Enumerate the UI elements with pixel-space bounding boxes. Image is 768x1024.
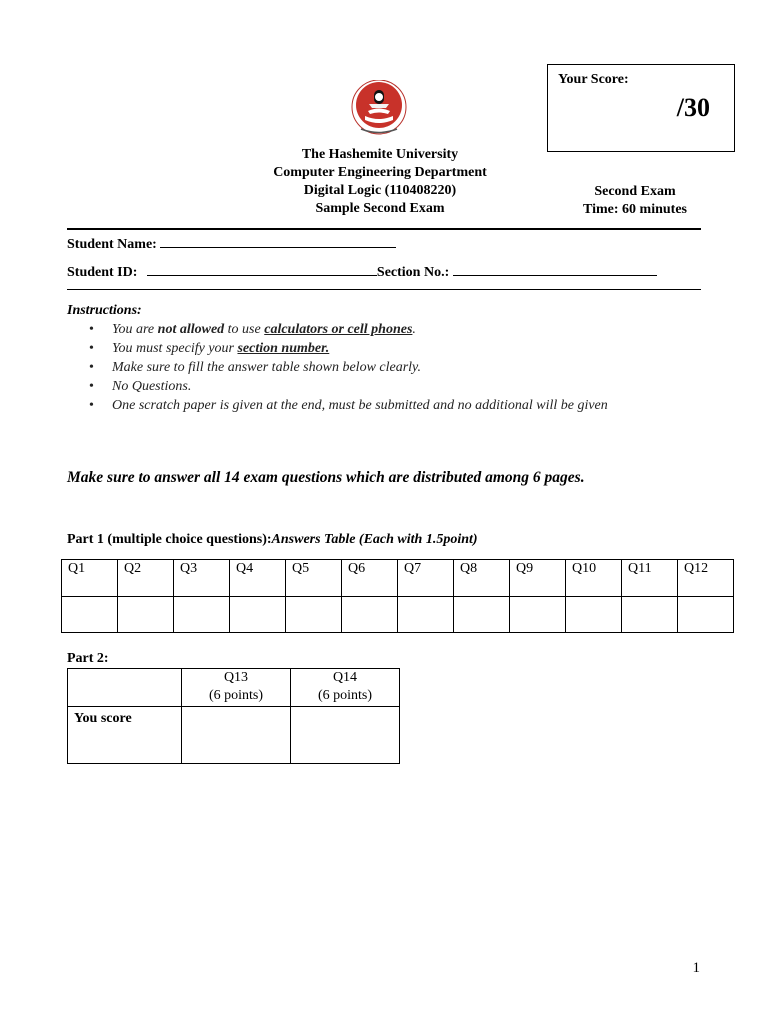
answer-cell[interactable]	[678, 597, 734, 633]
question-header: Q8	[454, 560, 510, 597]
student-name-field[interactable]	[160, 235, 396, 248]
part1-title: Part 1 (multiple choice questions):Answers Table (Each with 1.5point)	[67, 532, 478, 547]
section-field[interactable]	[453, 263, 657, 276]
answer-cell[interactable]	[510, 597, 566, 633]
list-item: • You must specify your section number.	[89, 341, 330, 356]
you-score-label: You score	[68, 707, 182, 764]
q14-score-cell[interactable]	[291, 707, 400, 764]
question-header: Q1	[62, 560, 118, 597]
exam-title: Sample Second Exam	[315, 201, 445, 216]
university-name: The Hashemite University	[301, 147, 459, 162]
exam-info	[560, 183, 710, 219]
university-logo	[348, 80, 410, 138]
question-header: Q7	[398, 560, 454, 597]
list-item: • One scratch paper is given at the end, must be submitted and no additional will be given	[89, 398, 608, 413]
answers-table	[61, 559, 734, 633]
table-row	[62, 560, 734, 597]
student-name-row	[67, 235, 396, 253]
table-row	[62, 597, 734, 633]
divider	[67, 228, 701, 230]
department-name: Computer Engineering Department	[273, 165, 487, 180]
student-name-label: Student Name:	[67, 237, 157, 252]
table-row	[68, 707, 400, 764]
exam-name: Second Exam	[594, 184, 676, 199]
list-item: • Make sure to fill the answer table shown below clearly.	[89, 360, 421, 375]
page-number: 1	[692, 960, 700, 976]
answer-cell[interactable]	[62, 597, 118, 633]
exam-reminder: Make sure to answer all 14 exam questions which are distributed among 6 pages.	[67, 469, 585, 486]
question-header: Q9	[510, 560, 566, 597]
exam-time: Time: 60 minutes	[583, 202, 687, 217]
q13-score-cell[interactable]	[182, 707, 291, 764]
course-name: Digital Logic (110408220)	[303, 183, 457, 198]
student-id-row	[67, 263, 657, 281]
bullet-icon: •	[89, 360, 94, 375]
section-label: Section No.:	[376, 265, 450, 280]
empty-header-cell	[68, 669, 182, 707]
instructions-title: Instructions:	[67, 303, 142, 318]
table-row	[68, 669, 400, 707]
divider	[67, 289, 701, 290]
question-header: Q10	[566, 560, 622, 597]
answer-cell[interactable]	[174, 597, 230, 633]
student-id-label: Student ID:	[67, 265, 138, 280]
score-max: /30	[676, 93, 710, 122]
instructions	[67, 303, 608, 415]
answer-cell[interactable]	[622, 597, 678, 633]
question-header: Q6	[342, 560, 398, 597]
part2-title: Part 2:	[67, 651, 109, 666]
instructions-list	[67, 320, 608, 415]
question-header: Q12	[678, 560, 734, 597]
bullet-icon: •	[89, 398, 94, 413]
bullet-icon: •	[89, 322, 94, 337]
list-item: • You are not allowed to use calculators or cell phones.	[89, 322, 416, 337]
answer-cell[interactable]	[286, 597, 342, 633]
question-header: Q3	[174, 560, 230, 597]
exam-header	[230, 146, 530, 218]
student-id-field[interactable]	[147, 263, 377, 276]
question-header: Q5	[286, 560, 342, 597]
answer-cell[interactable]	[398, 597, 454, 633]
question-header: Q11	[622, 560, 678, 597]
question-header: Q4	[230, 560, 286, 597]
answer-cell[interactable]	[118, 597, 174, 633]
bullet-icon: •	[89, 379, 94, 394]
bullet-icon: •	[89, 341, 94, 356]
answer-cell[interactable]	[566, 597, 622, 633]
list-item: • No Questions.	[89, 379, 192, 394]
question-header: Q2	[118, 560, 174, 597]
q13-header: Q13 (6 points)	[182, 669, 291, 707]
answer-cell[interactable]	[342, 597, 398, 633]
answer-cell[interactable]	[230, 597, 286, 633]
score-box	[547, 64, 735, 152]
part2-table	[67, 668, 400, 764]
answer-cell[interactable]	[454, 597, 510, 633]
q14-header: Q14 (6 points)	[291, 669, 400, 707]
score-label: Your Score:	[558, 72, 629, 87]
